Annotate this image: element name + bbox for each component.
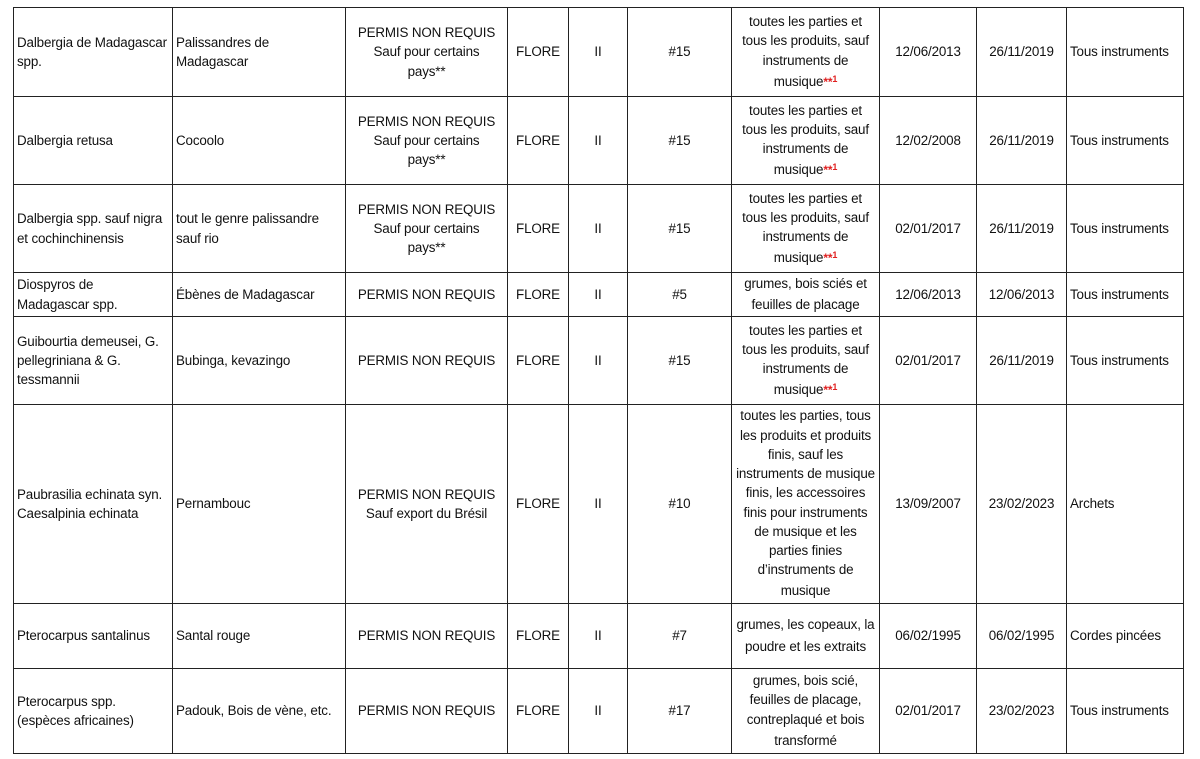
annexe: II <box>594 496 602 512</box>
cell-description <box>732 317 880 405</box>
cell-listing-date <box>880 8 977 97</box>
cell-permit <box>346 97 508 185</box>
nom-scientifique: Dalbergia retusa <box>17 132 113 148</box>
permit-line: PERMIS NON REQUIS <box>357 486 496 502</box>
cell-description <box>732 185 880 273</box>
description-mark: ** <box>823 163 833 178</box>
cell-appendix <box>569 669 628 754</box>
permit-line: PERMIS NON REQUIS <box>357 628 496 644</box>
cell-kingdom <box>508 8 569 97</box>
cell-listing-date <box>880 317 977 405</box>
cell-common-name <box>173 97 346 185</box>
cell-permit <box>346 669 508 754</box>
cell-annotation <box>628 8 732 97</box>
date-inscription: 02/01/2017 <box>895 703 961 719</box>
nom-commun: Cocoolo <box>176 132 225 148</box>
date-modification: 06/02/1995 <box>988 628 1055 644</box>
regne: FLORE <box>516 132 560 148</box>
cell-common-name <box>173 604 346 669</box>
cell-instruments <box>1067 273 1184 317</box>
description-mark: ** <box>823 251 833 266</box>
cell-kingdom <box>508 97 569 185</box>
instruments: Tous instruments <box>1070 352 1169 368</box>
instruments: Tous instruments <box>1070 132 1169 148</box>
cell-description <box>732 97 880 185</box>
instruments: Archets <box>1070 496 1115 512</box>
date-inscription: 12/06/2013 <box>895 286 961 302</box>
cell-permit <box>346 405 508 604</box>
cell-annotation <box>628 317 732 405</box>
cell-scientific-name <box>14 405 173 604</box>
nom-scientifique: Pterocarpus spp. (espèces africaines) <box>17 693 134 728</box>
cell-appendix <box>569 604 628 669</box>
date-modification: 23/02/2023 <box>988 703 1055 719</box>
cell-permit <box>346 273 508 317</box>
annexe: II <box>594 703 602 719</box>
date-modification: 12/06/2013 <box>988 286 1055 302</box>
instruments: Cordes pincées <box>1070 628 1161 644</box>
nom-scientifique: Dalbergia spp. sauf nigra et cochinchinensis <box>17 211 163 246</box>
description-mark: ** <box>823 383 833 398</box>
annexe: II <box>594 628 602 644</box>
cell-appendix <box>569 8 628 97</box>
date-inscription: 12/06/2013 <box>895 44 961 60</box>
cell-kingdom <box>508 604 569 669</box>
date-modification: 26/11/2019 <box>989 132 1054 148</box>
permit-line: PERMIS NON REQUIS <box>357 286 496 302</box>
permis <box>349 701 504 720</box>
permis <box>349 351 504 370</box>
table-row <box>14 273 1184 317</box>
nom-commun: tout le genre palissandre sauf rio <box>176 211 319 246</box>
cell-permit <box>346 185 508 273</box>
cell-annotation <box>628 97 732 185</box>
cell-description <box>732 8 880 97</box>
annotation: #10 <box>668 496 691 512</box>
permit-line: PERMIS NON REQUIS <box>357 113 496 129</box>
cell-instruments <box>1067 669 1184 754</box>
nom-commun: Palissandres de Madagascar <box>176 34 270 69</box>
cell-common-name <box>173 405 346 604</box>
cell-instruments <box>1067 405 1184 604</box>
date-inscription: 02/01/2017 <box>895 352 961 368</box>
nom-scientifique: Guibourtia demeusei, G. pellegriniana & G. tessmannii <box>17 333 159 388</box>
regne: FLORE <box>516 628 560 644</box>
description-mark-sup: 1 <box>832 250 838 261</box>
footnote-mark <box>823 75 837 89</box>
description: toutes les parties, tous les produits et produits finis, sauf les instruments de musique finis, les accessoires finis pour instruments de musique et les parties finies d’instruments de musique <box>736 408 875 599</box>
nom-commun: Pernambouc <box>176 496 251 512</box>
cell-amendment-date <box>977 317 1067 405</box>
regne: FLORE <box>516 286 560 302</box>
footnote-mark <box>823 163 837 177</box>
permit-line: pays** <box>407 63 446 79</box>
nom-commun: Bubinga, kevazingo <box>176 352 291 368</box>
cell-listing-date <box>880 405 977 604</box>
cell-annotation <box>628 185 732 273</box>
description: toutes les parties et tous les produits, sauf instruments de musique <box>742 322 869 398</box>
date-inscription: 06/02/1995 <box>895 628 961 644</box>
permit-line: pays** <box>407 152 446 168</box>
cell-permit <box>346 604 508 669</box>
cell-permit <box>346 317 508 405</box>
nom-commun: Ébènes de Madagascar <box>176 286 315 302</box>
cell-scientific-name <box>14 273 173 317</box>
permit-line: Sauf pour certains <box>373 220 480 236</box>
date-modification: 23/02/2023 <box>988 496 1055 512</box>
cell-appendix <box>569 317 628 405</box>
annotation: #15 <box>668 132 691 148</box>
cell-description <box>732 669 880 754</box>
regne: FLORE <box>516 220 560 236</box>
table-row <box>14 669 1184 754</box>
description-mark-sup: 1 <box>832 73 838 84</box>
permis <box>349 200 504 258</box>
annexe: II <box>594 286 602 302</box>
regne: FLORE <box>516 703 560 719</box>
annotation: #17 <box>668 703 691 719</box>
cell-kingdom <box>508 405 569 604</box>
description-mark: ** <box>823 74 833 89</box>
permis <box>349 626 504 645</box>
footnote-mark <box>823 383 837 397</box>
cell-kingdom <box>508 669 569 754</box>
cell-scientific-name <box>14 669 173 754</box>
cell-appendix <box>569 405 628 604</box>
cell-instruments <box>1067 317 1184 405</box>
date-inscription: 13/09/2007 <box>895 496 961 512</box>
cell-scientific-name <box>14 8 173 97</box>
cell-amendment-date <box>977 604 1067 669</box>
permis <box>349 112 504 170</box>
annotation: #15 <box>668 44 691 60</box>
cell-annotation <box>628 604 732 669</box>
cell-listing-date <box>880 669 977 754</box>
cell-scientific-name <box>14 317 173 405</box>
instruments: Tous instruments <box>1070 44 1169 60</box>
description: grumes, bois sciés et feuilles de placage <box>744 275 867 312</box>
annotation: #15 <box>668 352 691 368</box>
annotation: #7 <box>672 628 687 644</box>
cell-kingdom <box>508 185 569 273</box>
cell-annotation <box>628 273 732 317</box>
cites-species-table <box>13 7 1184 754</box>
description-mark-sup: 1 <box>832 382 838 393</box>
cell-description <box>732 273 880 317</box>
instruments: Tous instruments <box>1070 286 1169 302</box>
nom-scientifique: Dalbergia de Madagascar spp. <box>17 34 167 69</box>
permit-line: Sauf pour certains <box>373 44 480 60</box>
regne: FLORE <box>516 496 560 512</box>
permit-line: pays** <box>407 240 446 256</box>
cell-appendix <box>569 185 628 273</box>
cell-common-name <box>173 273 346 317</box>
cell-description <box>732 405 880 604</box>
annexe: II <box>594 132 602 148</box>
permit-line: Sauf pour certains <box>373 132 480 148</box>
regne: FLORE <box>516 352 560 368</box>
cell-instruments <box>1067 185 1184 273</box>
description: grumes, les copeaux, la poudre et les extraits <box>736 617 875 654</box>
cell-common-name <box>173 317 346 405</box>
permit-line: PERMIS NON REQUIS <box>357 201 496 217</box>
cell-kingdom <box>508 317 569 405</box>
date-modification: 26/11/2019 <box>989 44 1054 60</box>
cell-permit <box>346 8 508 97</box>
cell-instruments <box>1067 8 1184 97</box>
cell-amendment-date <box>977 8 1067 97</box>
table-row <box>14 97 1184 185</box>
annexe: II <box>594 220 602 236</box>
permis <box>349 23 504 81</box>
table-row <box>14 405 1184 604</box>
cell-scientific-name <box>14 604 173 669</box>
permis <box>349 285 504 304</box>
nom-scientifique: Diospyros de Madagascar spp. <box>17 277 118 312</box>
table-row <box>14 604 1184 669</box>
cell-amendment-date <box>977 97 1067 185</box>
annexe: II <box>594 44 602 60</box>
cell-instruments <box>1067 97 1184 185</box>
instruments: Tous instruments <box>1070 220 1169 236</box>
cell-listing-date <box>880 97 977 185</box>
instruments: Tous instruments <box>1070 703 1169 719</box>
description: toutes les parties et tous les produits, sauf instruments de musique <box>742 14 869 89</box>
cell-annotation <box>628 669 732 754</box>
nom-commun: Santal rouge <box>176 628 251 644</box>
cell-amendment-date <box>977 273 1067 317</box>
cell-description <box>732 604 880 669</box>
permit-line: PERMIS NON REQUIS <box>357 25 496 41</box>
date-inscription: 02/01/2017 <box>895 220 961 236</box>
date-modification: 26/11/2019 <box>989 352 1054 368</box>
cell-listing-date <box>880 185 977 273</box>
permit-line: Sauf export du Brésil <box>365 506 488 521</box>
cell-amendment-date <box>977 405 1067 604</box>
cell-scientific-name <box>14 97 173 185</box>
cell-annotation <box>628 405 732 604</box>
cell-amendment-date <box>977 669 1067 754</box>
permit-line: PERMIS NON REQUIS <box>357 703 496 719</box>
nom-scientifique: Paubrasilia echinata syn. Caesalpinia echinata <box>17 486 163 521</box>
date-modification: 26/11/2019 <box>989 220 1054 236</box>
table-row <box>14 8 1184 97</box>
cell-listing-date <box>880 604 977 669</box>
cell-common-name <box>173 8 346 97</box>
description: toutes les parties et tous les produits, sauf instruments de musique <box>742 102 869 178</box>
cell-kingdom <box>508 273 569 317</box>
cell-scientific-name <box>14 185 173 273</box>
description: toutes les parties et tous les produits, sauf instruments de musique <box>742 190 869 266</box>
annotation: #15 <box>668 220 691 236</box>
regne: FLORE <box>516 44 560 60</box>
description: grumes, bois scié, feuilles de placage, contreplaqué et bois transformé <box>746 673 865 748</box>
permit-line: PERMIS NON REQUIS <box>357 352 496 368</box>
table-body <box>14 8 1184 754</box>
cell-appendix <box>569 273 628 317</box>
nom-scientifique: Pterocarpus santalinus <box>17 628 150 644</box>
cell-instruments <box>1067 604 1184 669</box>
cell-common-name <box>173 669 346 754</box>
nom-commun: Padouk, Bois de vène, etc. <box>176 703 332 719</box>
footnote-mark <box>823 251 837 265</box>
cell-appendix <box>569 97 628 185</box>
cell-listing-date <box>880 273 977 317</box>
permis <box>349 485 504 523</box>
date-inscription: 12/02/2008 <box>895 132 961 148</box>
table-row <box>14 317 1184 405</box>
cell-common-name <box>173 185 346 273</box>
annexe: II <box>594 352 602 368</box>
table-row <box>14 185 1184 273</box>
cell-amendment-date <box>977 185 1067 273</box>
annotation: #5 <box>672 286 687 302</box>
description-mark-sup: 1 <box>832 162 838 173</box>
